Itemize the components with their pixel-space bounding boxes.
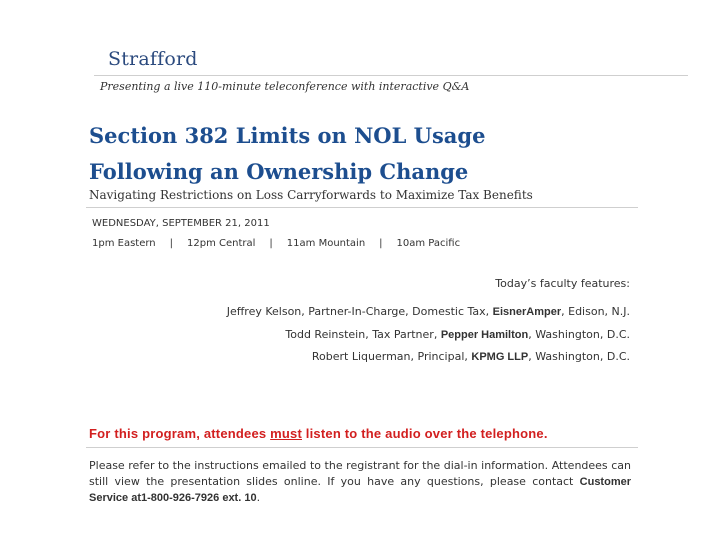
faculty-member (312, 350, 630, 363)
dial-in-instructions (89, 458, 631, 506)
audio-notice (89, 426, 548, 441)
time-separator: | (269, 238, 273, 249)
faculty-location: , Washington, D.C. (528, 328, 630, 341)
event-date: WEDNESDAY, SEPTEMBER 21, 2011 (92, 218, 270, 229)
time-pacific: 10am Pacific (396, 238, 461, 249)
faculty-name-title: Robert Liquerman, Principal, (311, 350, 472, 363)
faculty-location: , Edison, N.J. (561, 305, 630, 318)
time-separator: | (169, 238, 174, 249)
faculty-firm: Pepper Hamilton (440, 329, 529, 341)
faculty-firm: KPMG LLP (471, 351, 529, 363)
notice-divider (86, 447, 638, 448)
tagline: Presenting a live 110-minute teleconference with interactive Q&A (100, 80, 470, 93)
header-divider (94, 75, 688, 76)
faculty-heading: Today’s faculty features: (495, 277, 630, 290)
faculty-location: , Washington, D.C. (528, 350, 630, 363)
faculty-name-title: Todd Reinstein, Tax Partner, (285, 328, 441, 341)
program-title (89, 118, 485, 190)
notice-text: For this program, attendees (89, 426, 271, 441)
customer-service-contact: Customer Service at1-800-926-7926 ext. 10 (89, 476, 631, 504)
title-line-1: Section 382 Limits on NOL Usage (89, 123, 486, 148)
strafford-logo: Strafford (108, 48, 198, 70)
instructions-text: Please refer to the instructions emailed to the registrant for the dial-in information. Attendees can still view the presentation slides online. If you have any questions, please contact (89, 459, 631, 488)
notice-emphasis: must (270, 426, 302, 441)
time-eastern: 1pm Eastern (92, 238, 156, 249)
time-mountain: 11am Mountain (286, 238, 366, 249)
time-separator: | (379, 238, 383, 249)
event-times (92, 238, 460, 249)
notice-text: listen to the audio over the telephone. (302, 426, 548, 441)
faculty-member (227, 305, 630, 318)
title-line-2: Following an Ownership Change (89, 159, 469, 184)
instructions-end: . (256, 491, 261, 504)
faculty-name-title: Jeffrey Kelson, Partner-In-Charge, Domestic Tax, (226, 305, 493, 318)
time-central: 12pm Central (187, 238, 256, 249)
program-subtitle: Navigating Restrictions on Loss Carryforwards to Maximize Tax Benefits (89, 188, 533, 202)
faculty-firm: EisnerAmper (492, 306, 562, 318)
faculty-member (285, 328, 630, 341)
subtitle-divider (86, 207, 638, 208)
